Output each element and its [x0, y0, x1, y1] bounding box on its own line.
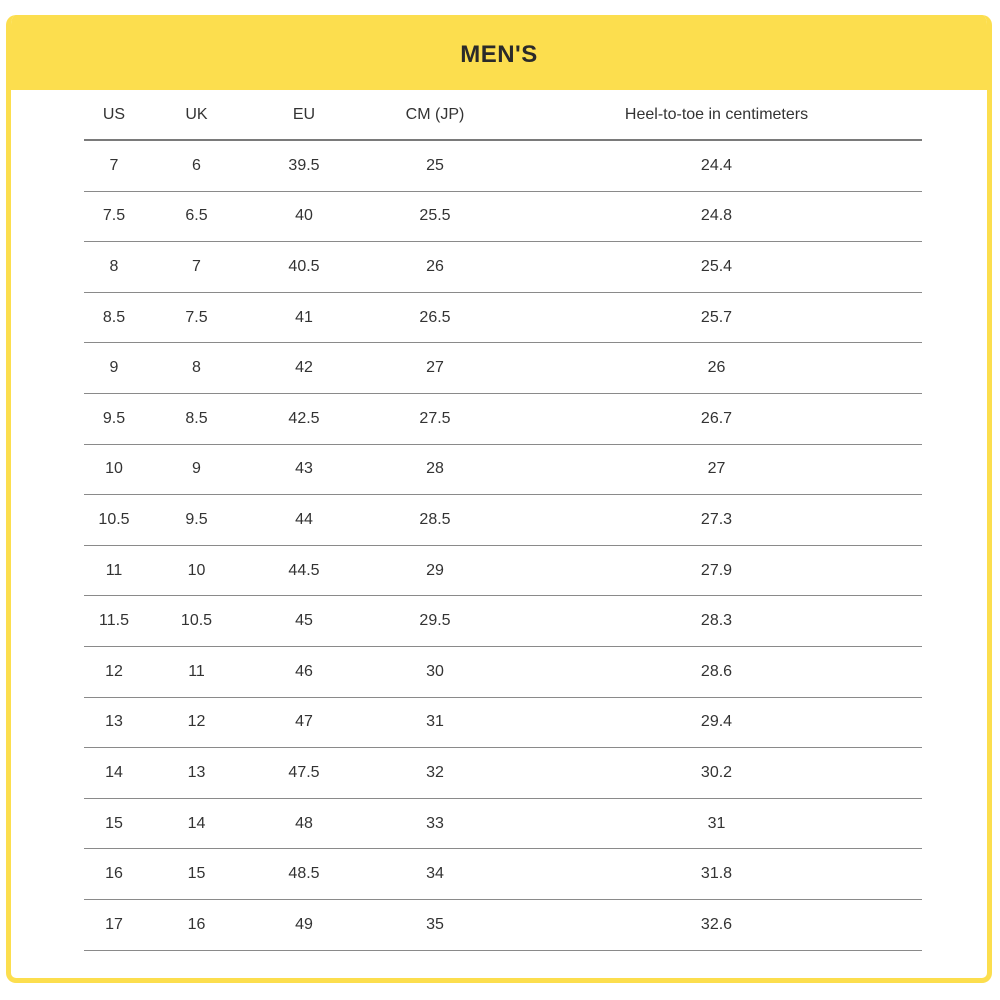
- cell-eu-size: 44: [249, 495, 359, 546]
- table-row: [84, 343, 922, 394]
- table-row: [84, 495, 922, 546]
- column-header-eu: EU: [249, 90, 359, 140]
- cell-heel-to-toe-cm: 28.3: [511, 596, 922, 647]
- table-row: [84, 798, 922, 849]
- cell-uk-size: 9: [144, 444, 249, 495]
- cell-us-size: 10.5: [84, 495, 144, 546]
- cell-heel-to-toe-cm: 27.3: [511, 495, 922, 546]
- cell-eu-size: 43: [249, 444, 359, 495]
- cell-us-size: 7.5: [84, 191, 144, 242]
- table-row: [84, 545, 922, 596]
- table-row: [84, 748, 922, 799]
- cell-cm-jp-size: 25.5: [359, 191, 511, 242]
- cell-uk-size: 15: [144, 849, 249, 900]
- cell-cm-jp-size: 28: [359, 444, 511, 495]
- cell-us-size: 11: [84, 545, 144, 596]
- cell-us-size: 16: [84, 849, 144, 900]
- table-row: [84, 191, 922, 242]
- table-row: [84, 899, 922, 950]
- table-row: [84, 140, 922, 191]
- cell-us-size: 13: [84, 697, 144, 748]
- cell-eu-size: 44.5: [249, 545, 359, 596]
- cell-us-size: 10: [84, 444, 144, 495]
- cell-cm-jp-size: 32: [359, 748, 511, 799]
- cell-uk-size: 9.5: [144, 495, 249, 546]
- cell-eu-size: 40: [249, 191, 359, 242]
- cell-cm-jp-size: 27: [359, 343, 511, 394]
- cell-us-size: 8.5: [84, 292, 144, 343]
- table-row: [84, 242, 922, 293]
- cell-us-size: 11.5: [84, 596, 144, 647]
- table-row: [84, 292, 922, 343]
- cell-cm-jp-size: 29.5: [359, 596, 511, 647]
- cell-cm-jp-size: 33: [359, 798, 511, 849]
- cell-uk-size: 8.5: [144, 393, 249, 444]
- cell-us-size: 7: [84, 140, 144, 191]
- cell-cm-jp-size: 35: [359, 899, 511, 950]
- cell-us-size: 9: [84, 343, 144, 394]
- size-table: [84, 90, 922, 951]
- cell-uk-size: 7: [144, 242, 249, 293]
- cell-us-size: 14: [84, 748, 144, 799]
- cell-eu-size: 42: [249, 343, 359, 394]
- cell-cm-jp-size: 27.5: [359, 393, 511, 444]
- cell-heel-to-toe-cm: 28.6: [511, 646, 922, 697]
- cell-cm-jp-size: 29: [359, 545, 511, 596]
- cell-eu-size: 41: [249, 292, 359, 343]
- table-row: [84, 646, 922, 697]
- cell-uk-size: 10: [144, 545, 249, 596]
- table-row: [84, 444, 922, 495]
- cell-heel-to-toe-cm: 31.8: [511, 849, 922, 900]
- table-row: [84, 849, 922, 900]
- cell-heel-to-toe-cm: 26.7: [511, 393, 922, 444]
- cell-eu-size: 48: [249, 798, 359, 849]
- table-row: [84, 697, 922, 748]
- cell-cm-jp-size: 28.5: [359, 495, 511, 546]
- cell-eu-size: 40.5: [249, 242, 359, 293]
- column-header-us: US: [84, 90, 144, 140]
- cell-heel-to-toe-cm: 24.4: [511, 140, 922, 191]
- cell-heel-to-toe-cm: 26: [511, 343, 922, 394]
- cell-heel-to-toe-cm: 24.8: [511, 191, 922, 242]
- cell-uk-size: 6.5: [144, 191, 249, 242]
- cell-heel-to-toe-cm: 25.7: [511, 292, 922, 343]
- cell-heel-to-toe-cm: 27.9: [511, 545, 922, 596]
- cell-uk-size: 7.5: [144, 292, 249, 343]
- table-header-row: [84, 90, 922, 140]
- cell-cm-jp-size: 26.5: [359, 292, 511, 343]
- table-row: [84, 393, 922, 444]
- cell-cm-jp-size: 30: [359, 646, 511, 697]
- cell-uk-size: 13: [144, 748, 249, 799]
- cell-us-size: 8: [84, 242, 144, 293]
- cell-uk-size: 16: [144, 899, 249, 950]
- cell-eu-size: 45: [249, 596, 359, 647]
- cell-uk-size: 10.5: [144, 596, 249, 647]
- cell-us-size: 15: [84, 798, 144, 849]
- cell-uk-size: 6: [144, 140, 249, 191]
- card-header: [11, 15, 987, 90]
- cell-us-size: 9.5: [84, 393, 144, 444]
- cell-us-size: 17: [84, 899, 144, 950]
- cell-us-size: 12: [84, 646, 144, 697]
- cell-eu-size: 48.5: [249, 849, 359, 900]
- cell-heel-to-toe-cm: 25.4: [511, 242, 922, 293]
- cell-eu-size: 47.5: [249, 748, 359, 799]
- column-header-cm-jp: CM (JP): [359, 90, 511, 140]
- cell-heel-to-toe-cm: 31: [511, 798, 922, 849]
- cell-uk-size: 11: [144, 646, 249, 697]
- cell-eu-size: 42.5: [249, 393, 359, 444]
- cell-uk-size: 14: [144, 798, 249, 849]
- cell-heel-to-toe-cm: 32.6: [511, 899, 922, 950]
- cell-cm-jp-size: 31: [359, 697, 511, 748]
- cell-cm-jp-size: 26: [359, 242, 511, 293]
- cell-heel-to-toe-cm: 29.4: [511, 697, 922, 748]
- cell-heel-to-toe-cm: 30.2: [511, 748, 922, 799]
- chart-title: MEN'S: [460, 41, 538, 68]
- column-header-heel-to-toe: Heel-to-toe in centimeters: [511, 90, 922, 140]
- cell-eu-size: 46: [249, 646, 359, 697]
- cell-eu-size: 49: [249, 899, 359, 950]
- cell-eu-size: 39.5: [249, 140, 359, 191]
- size-chart-card: [6, 15, 992, 983]
- cell-uk-size: 8: [144, 343, 249, 394]
- cell-eu-size: 47: [249, 697, 359, 748]
- column-header-uk: UK: [144, 90, 249, 140]
- table-row: [84, 596, 922, 647]
- cell-cm-jp-size: 34: [359, 849, 511, 900]
- cell-cm-jp-size: 25: [359, 140, 511, 191]
- cell-heel-to-toe-cm: 27: [511, 444, 922, 495]
- table-body: [84, 140, 922, 950]
- cell-uk-size: 12: [144, 697, 249, 748]
